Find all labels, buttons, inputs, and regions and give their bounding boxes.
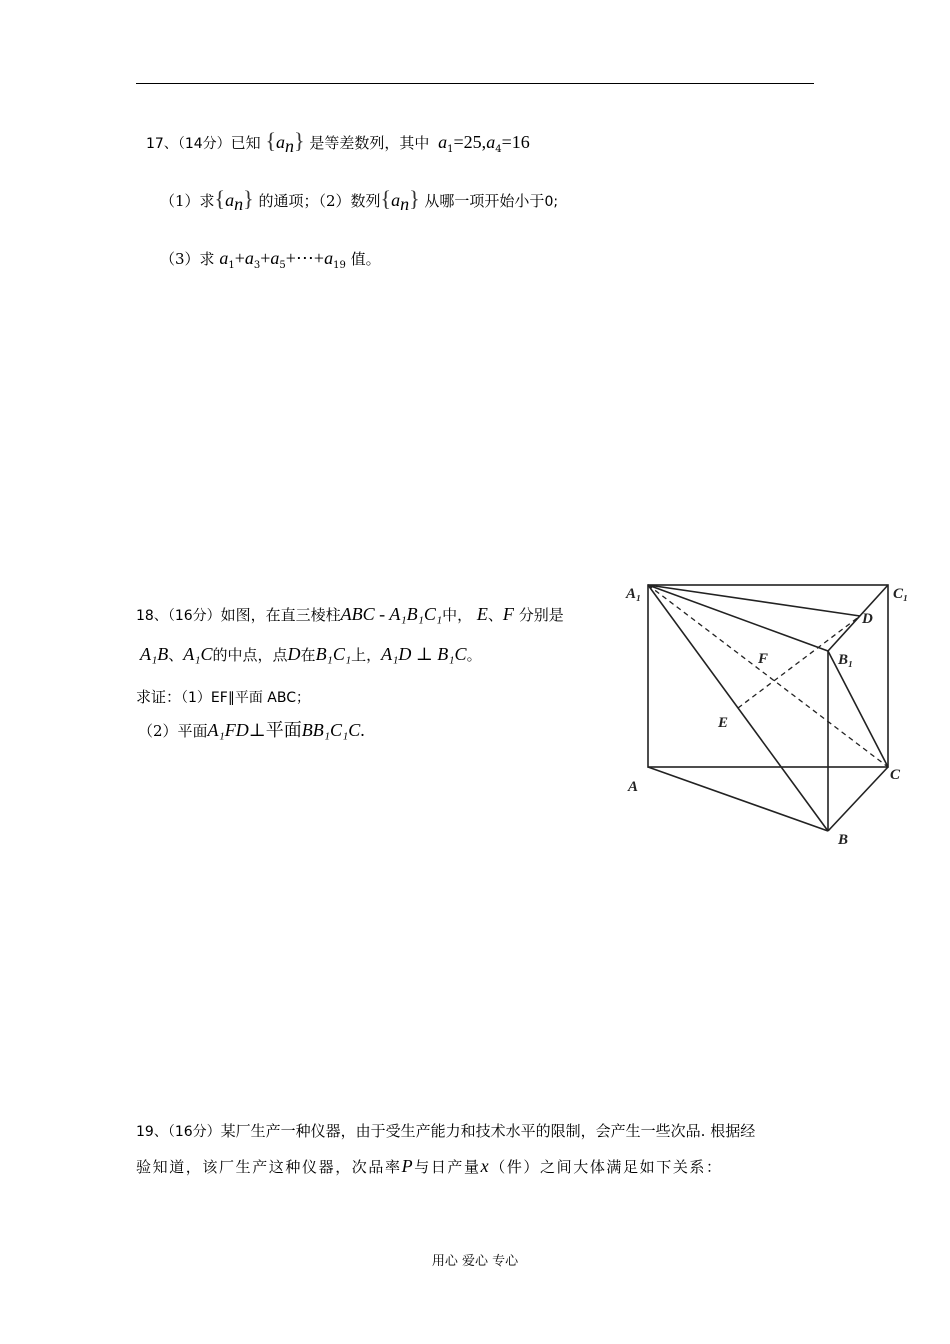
left-brace: {: [214, 186, 226, 211]
seq-sub: n: [285, 136, 295, 156]
label-b1: B₁: [838, 652, 854, 668]
right-brace: }: [409, 186, 420, 211]
q19-number: 19、: [136, 1124, 168, 1140]
seq-sub: n: [400, 194, 410, 214]
point-f: F: [502, 604, 514, 624]
sum-sub: 1: [228, 260, 235, 271]
cond-a4: a: [486, 132, 496, 152]
cond-a4-sub: 4: [495, 144, 502, 155]
sep: 、: [487, 606, 503, 624]
q17-p2-label: （2）数列: [318, 192, 381, 210]
label-e: E: [718, 715, 729, 731]
sum-sub: 3: [253, 260, 261, 271]
perp-statement: A₁D ⊥ B₁C: [381, 644, 467, 664]
prove-label: 求证：: [136, 688, 182, 706]
edge-b1c1: [828, 585, 888, 651]
q17-p1-text: 的通项；: [258, 192, 319, 210]
seq-var: a: [276, 132, 286, 152]
plane-2: BB₁C₁C: [301, 720, 361, 740]
sum-last-sub: 19: [333, 260, 346, 271]
label-c1: C₁: [893, 586, 909, 602]
prism-figure: [620, 576, 920, 856]
prove-2: （2）平面: [138, 722, 208, 740]
sum-term: a: [270, 248, 280, 268]
q17-p2-zero: 0;: [544, 194, 559, 210]
prism-name: ABC - A₁B₁C₁: [340, 604, 443, 624]
sep: 、: [168, 646, 184, 664]
label-d: D: [862, 611, 873, 627]
var-x: x: [480, 1156, 491, 1176]
segment: A₁B: [140, 644, 169, 664]
segment: A₁C: [183, 644, 213, 664]
edge-b1c: [828, 651, 888, 767]
sum-last: a: [324, 248, 334, 268]
q18-score: （16分）: [167, 608, 221, 624]
q17-p3-text: 值。: [350, 250, 381, 268]
q18-number: 18、: [136, 608, 168, 624]
label-a: A: [628, 779, 639, 795]
q18-text: 。: [466, 646, 482, 664]
edge-bc: [828, 767, 888, 831]
cond-a1-sub: 1: [447, 144, 454, 155]
point-e: E: [476, 604, 488, 624]
label-c: C: [890, 767, 901, 783]
q17-p1-label: （1）求: [160, 192, 215, 210]
q19-line2: [136, 1156, 723, 1177]
q18-text: 在: [300, 646, 316, 664]
seq-sub: n: [234, 194, 244, 214]
cond-a1: a: [438, 132, 448, 152]
sum-term: a: [244, 248, 254, 268]
q18-line4: [138, 716, 365, 742]
q19-text: 验知道，该厂生产这种仪器，次品率: [136, 1158, 402, 1176]
edge-a1d: [648, 585, 860, 616]
q18-line1: [136, 604, 564, 625]
q19-line1: [136, 1120, 755, 1141]
q19-score: （16分）: [167, 1124, 221, 1140]
segment: B₁C₁: [315, 644, 352, 664]
q17-line1: [146, 128, 530, 157]
q17-number: 17、: [146, 136, 178, 152]
q17-p2-text: 从哪一项开始小于: [424, 192, 545, 210]
q19-text: （件）之间大体满足如下关系：: [490, 1158, 723, 1176]
q18-text: 上，: [351, 646, 382, 664]
edge-a1b1: [648, 585, 828, 651]
q17-score: （14分）: [177, 136, 231, 152]
cond-a1-val: =25,: [453, 132, 487, 152]
q17-line2: [160, 186, 558, 215]
sum-term: a: [219, 248, 229, 268]
q17-intro: 已知: [230, 134, 261, 152]
left-brace: {: [380, 186, 392, 211]
q18-text: 分别是: [518, 606, 564, 624]
q17-p3-label: （3）求: [160, 250, 215, 268]
q18-text: 的中点，点: [212, 646, 288, 664]
q18-text: 中，: [442, 606, 473, 624]
seq-var: a: [225, 190, 235, 210]
plane-1: A₁FD: [207, 720, 249, 740]
perp: ⊥平面: [248, 720, 302, 740]
q18-text: 如图，在直三棱柱: [220, 606, 341, 624]
sum-sub: 5: [279, 260, 286, 271]
q19-text: 与日产量: [414, 1158, 481, 1176]
q17-intro-b: 是等差数列，其中: [309, 134, 430, 152]
label-b: B: [838, 832, 849, 848]
header-rule: [136, 83, 814, 84]
q19-text: 某厂生产一种仪器，由于受生产能力和技术水平的限制，会产生一些次品. 根据经: [220, 1122, 756, 1140]
q18-line2: [140, 644, 482, 665]
point-d: D: [287, 644, 301, 664]
right-brace: }: [294, 128, 305, 153]
label-a1: A₁: [626, 586, 642, 602]
prove-1: （1）EF∥平面 ABC；: [181, 690, 310, 706]
var-p: P: [401, 1156, 415, 1176]
cond-a4-val: =16: [501, 132, 530, 152]
edge-ab: [648, 767, 828, 831]
left-brace: {: [265, 128, 277, 153]
sum-dots: +⋯+: [285, 248, 325, 268]
right-brace: }: [243, 186, 254, 211]
q18-line3: [136, 686, 310, 707]
seq-var: a: [391, 190, 401, 210]
q17-line3: （3）求 $a_1+a_3+a_5+\cdots+a_{19}$ 值。: [160, 248, 381, 271]
page-footer: 用心 爱心 专心: [431, 1254, 519, 1269]
edge-a1c: [648, 585, 888, 767]
q18-text: .: [360, 720, 365, 740]
label-f: F: [758, 651, 769, 667]
